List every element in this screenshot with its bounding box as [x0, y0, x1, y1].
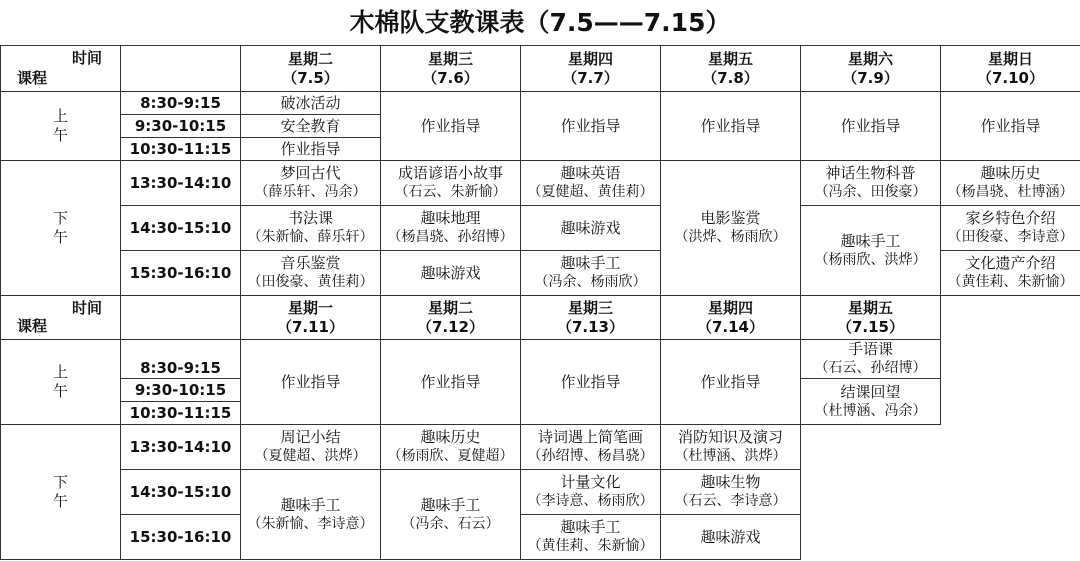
day-header: 星期一 （7.11） [241, 296, 381, 340]
time-slot: 8:30-9:15 [121, 340, 241, 379]
course-cell: 趣味手工 （朱新愉、李诗意） [241, 470, 381, 560]
course-cell: 趣味英语 （夏健超、黄佳莉） [521, 161, 661, 206]
course-cell: 作业指导 [661, 340, 801, 425]
time-slot: 13:30-14:10 [121, 425, 241, 470]
course-cell: 作业指导 [661, 92, 801, 161]
course-cell: 安全教育 [241, 115, 381, 138]
course-cell: 作业指导 [521, 340, 661, 425]
course-cell: 文化遗产介绍 （黄佳莉、朱新愉） [941, 251, 1080, 296]
course-cell: 周记小结 （夏健超、洪烨） [241, 425, 381, 470]
slot-header-empty [121, 46, 241, 92]
time-slot: 10:30-11:15 [121, 402, 241, 425]
time-slot: 13:30-14:10 [121, 161, 241, 206]
slot-header-empty [121, 296, 241, 340]
time-slot: 9:30-10:15 [121, 115, 241, 138]
day-header: 星期二 （7.5） [241, 46, 381, 92]
course-cell: 消防知识及演习 （杜博涵、洪烨） [661, 425, 801, 470]
time-slot: 9:30-10:15 [121, 379, 241, 402]
course-cell: 趣味游戏 [521, 206, 661, 251]
course-cell: 趣味生物 （石云、李诗意） [661, 470, 801, 515]
period-afternoon: 下 午 [1, 425, 121, 560]
time-slot: 10:30-11:15 [121, 138, 241, 161]
course-cell: 书法课 （朱新愉、薛乐轩） [241, 206, 381, 251]
time-label: 时间 [71, 49, 102, 67]
day-header: 星期六 （7.9） [801, 46, 941, 92]
course-cell: 趣味历史 （杨雨欣、夏健超） [381, 425, 521, 470]
day-header: 星期五 （7.15） [801, 296, 941, 340]
course-label: 课程 [17, 69, 48, 87]
empty-area [941, 296, 1080, 425]
course-cell: 成语谚语小故事 （石云、朱新愉） [381, 161, 521, 206]
day-header: 星期四 （7.7） [521, 46, 661, 92]
course-cell: 结课回望 （杜博涵、冯余） [801, 379, 941, 425]
period-morning: 上 午 [1, 92, 121, 161]
period-morning: 上 午 [1, 340, 121, 425]
period-afternoon: 下 午 [1, 161, 121, 296]
course-cell: 计量文化 （李诗意、杨雨欣） [521, 470, 661, 515]
course-cell: 梦回古代 （薛乐轩、冯余） [241, 161, 381, 206]
course-cell: 作业指导 [241, 340, 381, 425]
course-cell: 作业指导 [381, 340, 521, 425]
course-cell: 作业指导 [521, 92, 661, 161]
schedule-title: 木棉队支教课表（7.5——7.15） [349, 8, 731, 37]
course-cell: 家乡特色介绍 （田俊豪、李诗意） [941, 206, 1080, 251]
course-cell: 作业指导 [241, 138, 381, 161]
time-slot: 15:30-16:10 [121, 251, 241, 296]
course-cell: 趣味手工 （杨雨欣、洪烨） [801, 206, 941, 296]
course-cell: 趣味手工 （冯余、石云） [381, 470, 521, 560]
day-header: 星期三 （7.6） [381, 46, 521, 92]
course-cell: 趣味手工 （黄佳莉、朱新愉） [521, 515, 661, 560]
time-slot: 14:30-15:10 [121, 470, 241, 515]
course-cell: 作业指导 [941, 92, 1080, 161]
course-cell: 趣味游戏 [661, 515, 801, 560]
course-cell: 电影鉴赏 （洪烨、杨雨欣） [661, 161, 801, 296]
course-cell: 趣味游戏 [381, 251, 521, 296]
corner-header [1, 46, 121, 92]
time-label: 时间 [71, 299, 102, 317]
course-cell: 音乐鉴赏 （田俊豪、黄佳莉） [241, 251, 381, 296]
corner-header [1, 296, 121, 340]
course-label: 课程 [17, 317, 48, 335]
day-header: 星期四 （7.14） [661, 296, 801, 340]
empty-area [801, 425, 1080, 560]
day-header: 星期二 （7.12） [381, 296, 521, 340]
time-slot: 14:30-15:10 [121, 206, 241, 251]
course-cell: 作业指导 [381, 92, 521, 161]
course-cell: 诗词遇上简笔画 （孙绍博、杨昌骁） [521, 425, 661, 470]
course-cell: 趣味历史 （杨昌骁、杜博涵） [941, 161, 1080, 206]
course-cell: 作业指导 [801, 92, 941, 161]
course-cell: 破冰活动 [241, 92, 381, 115]
time-slot: 8:30-9:15 [121, 92, 241, 115]
day-header: 星期日 （7.10） [941, 46, 1080, 92]
schedule-table [0, 45, 1080, 560]
course-cell: 手语课 （石云、孙绍博） [801, 340, 941, 379]
course-cell: 神话生物科普 （冯余、田俊豪） [801, 161, 941, 206]
time-slot: 15:30-16:10 [121, 515, 241, 560]
day-header: 星期三 （7.13） [521, 296, 661, 340]
course-cell: 趣味手工 （冯余、杨雨欣） [521, 251, 661, 296]
course-cell: 趣味地理 （杨昌骁、孙绍博） [381, 206, 521, 251]
day-header: 星期五 （7.8） [661, 46, 801, 92]
